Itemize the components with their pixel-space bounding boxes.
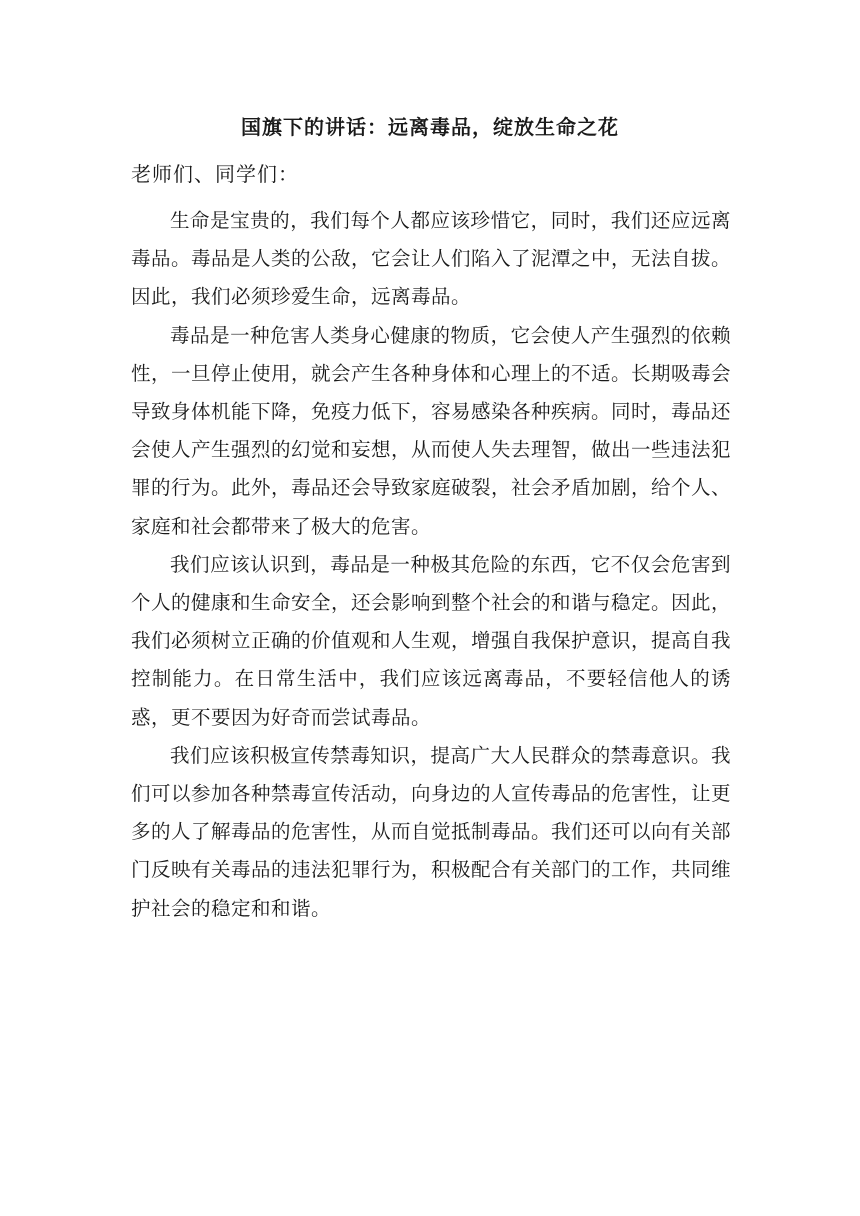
salutation: 老师们、同学们： (131, 162, 299, 186)
paragraph-4: 我们应该积极宣传禁毒知识，提高广大人民群众的禁毒意识。我们可以参加各种禁毒宣传活动，向身边的人宣传毒品的危害性，让更多的人了解毒品的危害性，从而自觉抵制毒品。我们还可以向有关部门反映有关毒品的违法犯罪行为，积极配合有关部门的工作，共同维护社会的稳定和和谐。 (131, 743, 732, 920)
document-body (131, 202, 731, 928)
paragraph-1: 生命是宝贵的，我们每个人都应该珍惜它，同时，我们还应远离毒品。毒品是人类的公敌，它会让人们陷入了泥潭之中，无法自拔。因此，我们必须珍爱生命，远离毒品。 (131, 209, 732, 309)
paragraph-3: 我们应该认识到，毒品是一种极其危险的东西，它不仅会危害到个人的健康和生命安全，还会影响到整个社会的和谐与稳定。因此，我们必须树立正确的价值观和人生观，增强自我保护意识，提高自我控制能力。在日常生活中，我们应该远离毒品，不要轻信他人的诱惑，更不要因为好奇而尝试毒品。 (131, 552, 732, 729)
document-title: 国旗下的讲话：远离毒品，绽放生命之花 (241, 115, 619, 139)
paragraph-2: 毒品是一种危害人类身心健康的物质，它会使人产生强烈的依赖性，一旦停止使用，就会产生各种身体和心理上的不适。长期吸毒会导致身体机能下降，免疫力低下，容易感染各种疾病。同时，毒品还会使人产生强烈的幻觉和妄想，从而使人失去理智，做出一些违法犯罪的行为。此外，毒品还会导致家庭破裂，社会矛盾加剧，给个人、家庭和社会都带来了极大的危害。 (131, 323, 732, 538)
